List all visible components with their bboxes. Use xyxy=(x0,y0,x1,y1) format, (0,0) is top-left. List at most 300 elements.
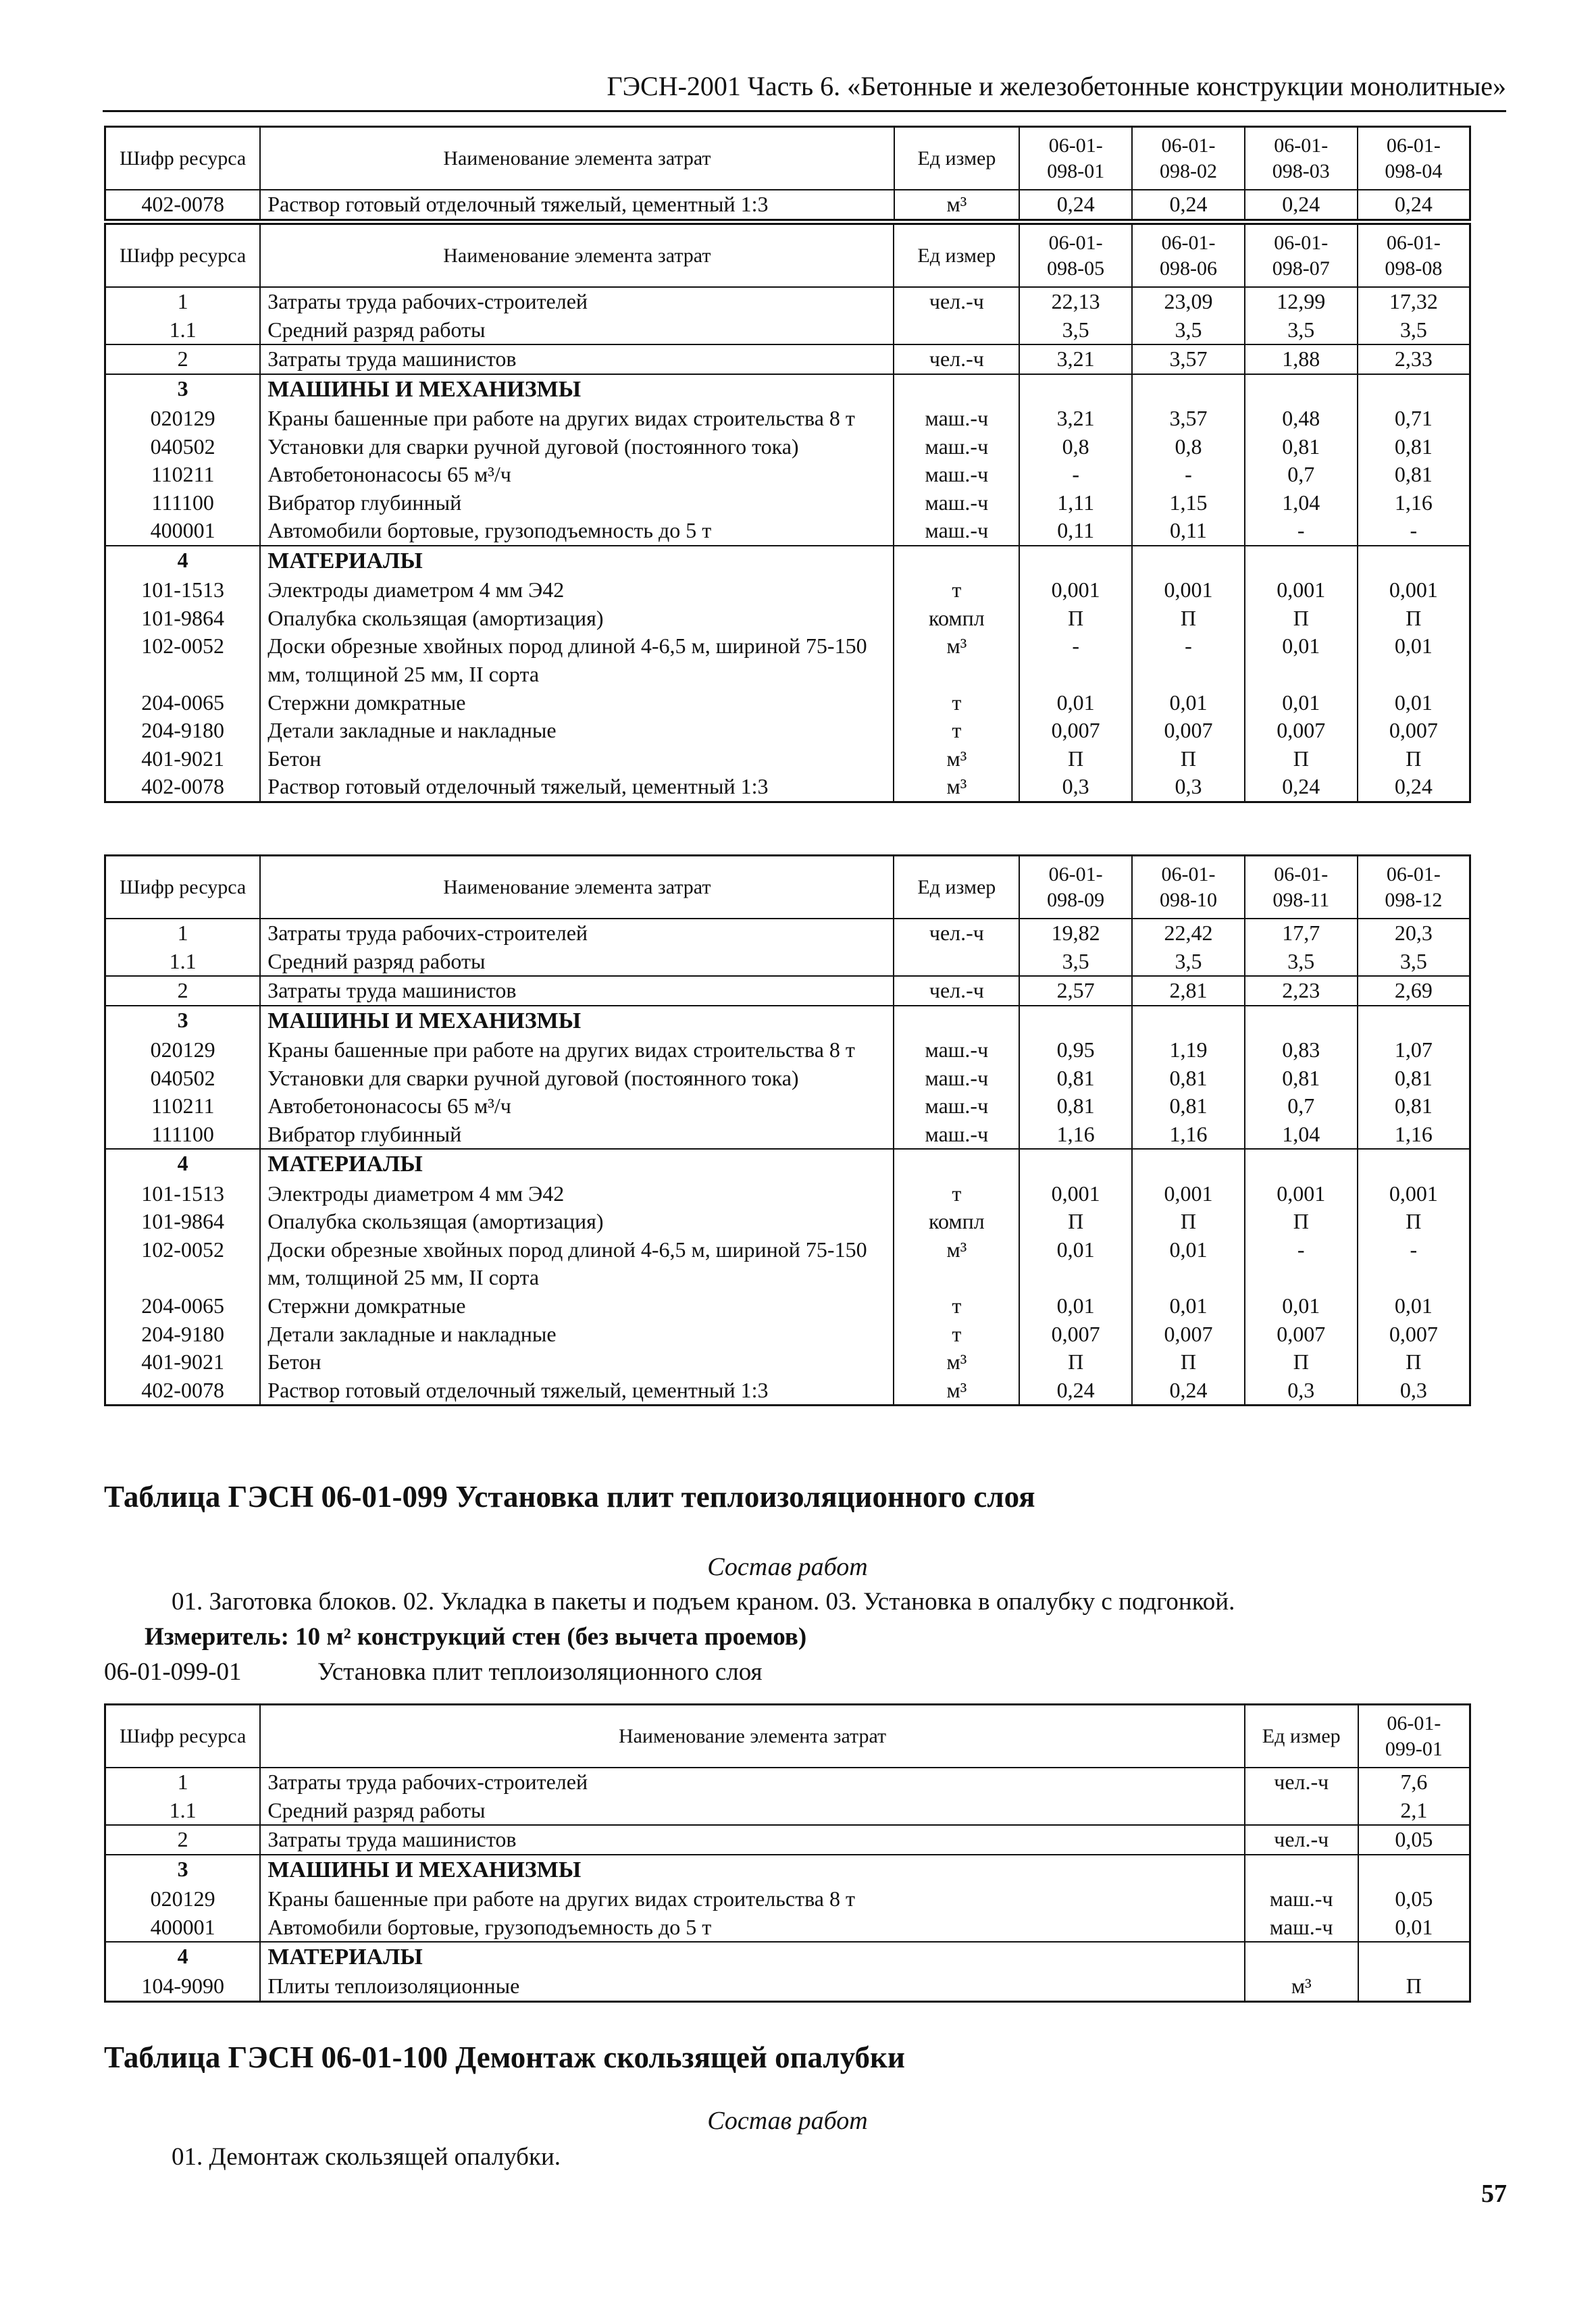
norm-value: 20,3 xyxy=(1358,919,1470,948)
norm-value: 0,05 xyxy=(1358,1885,1470,1913)
unit-of-measure: м³ xyxy=(894,632,1019,688)
norm-value: 0,95 xyxy=(1019,1036,1132,1064)
resource-code: 4 xyxy=(105,1149,261,1179)
table-row xyxy=(105,976,1470,1006)
unit-of-measure xyxy=(894,1149,1019,1179)
cost-element-name: МАШИНЫ И МЕХАНИЗМЫ xyxy=(260,374,894,405)
table-row xyxy=(105,1292,1470,1320)
norm-value xyxy=(1019,546,1132,576)
meter-text: Измеритель: 10 м² конструкций стен (без вычета проемов) xyxy=(145,1623,807,1651)
norm-value: - xyxy=(1245,517,1358,546)
resource-code: 204-0065 xyxy=(105,1292,261,1320)
norm-value: 1,16 xyxy=(1358,489,1470,517)
norm-value xyxy=(1358,1855,1470,1885)
cost-element-name: Бетон xyxy=(260,745,894,773)
cost-element-name: Вибратор глубинный xyxy=(260,1121,894,1150)
norm-value: 3,5 xyxy=(1132,316,1245,345)
norm-value: 17,7 xyxy=(1245,919,1358,948)
norm-value: 1,04 xyxy=(1245,489,1358,517)
norm-value xyxy=(1358,374,1470,405)
resource-code: 1 xyxy=(105,287,261,316)
cost-element-name: Краны башенные при работе на других видах строительства 8 т xyxy=(260,405,894,433)
norms-table-098-09-12 xyxy=(104,854,1471,1406)
norm-value: П xyxy=(1019,1208,1132,1236)
norm-value: 3,21 xyxy=(1019,405,1132,433)
norm-value: 0,01 xyxy=(1132,1236,1245,1292)
unit-of-measure xyxy=(894,316,1019,345)
norm-value: 17,32 xyxy=(1358,287,1470,316)
table-row xyxy=(105,1348,1470,1377)
norm-value: 0,01 xyxy=(1245,689,1358,717)
resource-code: 040502 xyxy=(105,1064,261,1093)
unit-of-measure: т xyxy=(894,576,1019,605)
norms-table-098-01-04 xyxy=(104,126,1471,221)
norm-value: 0,001 xyxy=(1132,576,1245,605)
resource-code: 1.1 xyxy=(105,1797,261,1826)
col-header-code: Шифр ресурса xyxy=(105,1705,261,1768)
col-header-norm-code: 06-01- 098-10 xyxy=(1132,856,1245,919)
norm-value xyxy=(1245,546,1358,576)
cost-element-name: Доски обрезные хвойных пород длиной 4-6,5 м, шириной 75-150 мм, толщиной 25 мм, II сорта xyxy=(260,632,894,688)
norm-value: 2,69 xyxy=(1358,976,1470,1006)
norm-value: 1,15 xyxy=(1132,489,1245,517)
norm-value: 0,71 xyxy=(1358,405,1470,433)
unit-of-measure xyxy=(1245,1855,1358,1885)
resource-code: 401-9021 xyxy=(105,745,261,773)
col-header-code: Шифр ресурса xyxy=(105,224,261,288)
resource-code: 020129 xyxy=(105,1885,261,1913)
table-row xyxy=(105,1797,1470,1826)
resource-code: 020129 xyxy=(105,1036,261,1064)
norm-value: - xyxy=(1132,632,1245,688)
col-header-norm-code: 06-01- 098-11 xyxy=(1245,856,1358,919)
cost-element-name: Электроды диаметром 4 мм Э42 xyxy=(260,576,894,605)
norm-value: 0,01 xyxy=(1132,689,1245,717)
norm-value: 0,3 xyxy=(1132,773,1245,802)
resource-code: 204-9180 xyxy=(105,1320,261,1349)
unit-of-measure: чел.-ч xyxy=(894,919,1019,948)
norm-value xyxy=(1358,1942,1470,1972)
col-header-norm-code: 06-01- 098-03 xyxy=(1245,127,1358,190)
norm-value: 0,8 xyxy=(1132,433,1245,461)
table-row xyxy=(105,287,1470,316)
norm-value xyxy=(1132,1006,1245,1036)
col-header-name: Наименование элемента затрат xyxy=(260,1705,1244,1768)
norm-value: 2,81 xyxy=(1132,976,1245,1006)
unit-of-measure: маш.-ч xyxy=(894,489,1019,517)
table-row xyxy=(105,919,1470,948)
table-row xyxy=(105,1121,1470,1150)
resource-code: 020129 xyxy=(105,405,261,433)
norm-value: 0,11 xyxy=(1132,517,1245,546)
col-header-unit: Ед измер xyxy=(894,224,1019,288)
resource-code: 4 xyxy=(105,1942,261,1972)
resource-code: 3 xyxy=(105,1855,261,1885)
resource-code: 400001 xyxy=(105,517,261,546)
resource-code: 102-0052 xyxy=(105,632,261,688)
norm-value xyxy=(1132,374,1245,405)
norm-value: П xyxy=(1132,605,1245,633)
composition-text-099: 01. Заготовка блоков. 02. Укладка в пакеты и подъем краном. 03. Установка в опалубку с подгонкой. xyxy=(172,1588,1235,1616)
norm-value: 0,24 xyxy=(1358,773,1470,802)
norm-value: 3,57 xyxy=(1132,344,1245,374)
col-header-name: Наименование элемента затрат xyxy=(260,127,894,190)
table-row xyxy=(105,1180,1470,1208)
table-row xyxy=(105,461,1470,489)
resource-code: 1 xyxy=(105,919,261,948)
cost-element-name: МАШИНЫ И МЕХАНИЗМЫ xyxy=(260,1855,1244,1885)
norm-value: 3,5 xyxy=(1019,316,1132,345)
resource-code: 111100 xyxy=(105,489,261,517)
norm-value: 0,007 xyxy=(1019,1320,1132,1349)
resource-code: 104-9090 xyxy=(105,1972,261,2001)
norm-value: 0,01 xyxy=(1132,1292,1245,1320)
resource-code: 1.1 xyxy=(105,316,261,345)
norm-value xyxy=(1358,1149,1470,1179)
unit-of-measure xyxy=(1245,1797,1358,1826)
unit-of-measure xyxy=(894,1006,1019,1036)
cost-element-name: Краны башенные при работе на других видах строительства 8 т xyxy=(260,1036,894,1064)
cost-element-name: Автомобили бортовые, грузоподъемность до 5 т xyxy=(260,1913,1244,1943)
unit-of-measure xyxy=(894,374,1019,405)
unit-of-measure: м³ xyxy=(1245,1972,1358,2001)
cost-element-name: Электроды диаметром 4 мм Э42 xyxy=(260,1180,894,1208)
norm-value: П xyxy=(1358,1348,1470,1377)
norm-value: 0,01 xyxy=(1358,1913,1470,1943)
norm-value: 0,24 xyxy=(1019,1377,1132,1406)
norm-value: 12,99 xyxy=(1245,287,1358,316)
norm-value: П xyxy=(1245,1348,1358,1377)
norm-value: 0,11 xyxy=(1019,517,1132,546)
norm-value: П xyxy=(1019,745,1132,773)
norm-value: 0,01 xyxy=(1245,1292,1358,1320)
page-number: 57 xyxy=(1481,2180,1507,2208)
norm-value: 2,57 xyxy=(1019,976,1132,1006)
cost-element-name: Опалубка скользящая (амортизация) xyxy=(260,1208,894,1236)
unit-of-measure: маш.-ч xyxy=(894,1036,1019,1064)
norm-value: 22,42 xyxy=(1132,919,1245,948)
table-row xyxy=(105,1149,1470,1179)
unit-of-measure: т xyxy=(894,689,1019,717)
col-header-norm-code: 06-01- 098-09 xyxy=(1019,856,1132,919)
unit-of-measure: м³ xyxy=(894,745,1019,773)
norm-value: 0,24 xyxy=(1132,1377,1245,1406)
resource-code: 110211 xyxy=(105,461,261,489)
table-title-100: Таблица ГЭСН 06-01-100 Демонтаж скользящей опалубки xyxy=(104,2040,905,2074)
norm-value: 1,16 xyxy=(1019,1121,1132,1150)
table-row xyxy=(105,1942,1470,1972)
table-row xyxy=(105,517,1470,546)
norm-value: П xyxy=(1245,1208,1358,1236)
norm-value: 0,007 xyxy=(1132,717,1245,745)
norm-value: 0,01 xyxy=(1358,1292,1470,1320)
table-row xyxy=(105,1885,1470,1913)
norm-value: 0,05 xyxy=(1358,1825,1470,1855)
norm-value: - xyxy=(1019,632,1132,688)
norm-value: 1,16 xyxy=(1132,1121,1245,1150)
table-row xyxy=(105,546,1470,576)
norm-value: 0,007 xyxy=(1019,717,1132,745)
resource-code: 401-9021 xyxy=(105,1348,261,1377)
resource-code: 101-9864 xyxy=(105,605,261,633)
unit-of-measure: маш.-ч xyxy=(1245,1885,1358,1913)
cost-element-name: Автобетононасосы 65 м³/ч xyxy=(260,461,894,489)
resource-code: 101-9864 xyxy=(105,1208,261,1236)
col-header-unit: Ед измер xyxy=(894,127,1020,190)
unit-of-measure: т xyxy=(894,1292,1019,1320)
norms-table-099 xyxy=(104,1703,1471,2003)
norm-value: П xyxy=(1245,745,1358,773)
resource-code: 2 xyxy=(105,976,261,1006)
table-row xyxy=(105,948,1470,977)
unit-of-measure: т xyxy=(894,717,1019,745)
table-row xyxy=(105,1825,1470,1855)
norm-value: П xyxy=(1132,1348,1245,1377)
table-row xyxy=(105,1236,1470,1292)
composition-caption-100: Состав работ xyxy=(707,2107,868,2135)
table-row xyxy=(105,1768,1470,1797)
cost-element-name: Затраты труда машинистов xyxy=(260,344,894,374)
cost-element-name: Средний разряд работы xyxy=(260,1797,1244,1826)
norm-value: П xyxy=(1358,1208,1470,1236)
col-header-norm-code: 06-01- 099-01 xyxy=(1358,1705,1470,1768)
norm-value: 3,5 xyxy=(1358,316,1470,345)
cost-element-name: Доски обрезные хвойных пород длиной 4-6,5 м, шириной 75-150 мм, толщиной 25 мм, II сорта xyxy=(260,1236,894,1292)
cost-element-name: Детали закладные и накладные xyxy=(260,717,894,745)
unit-of-measure: маш.-ч xyxy=(1245,1913,1358,1943)
cost-element-name: МАШИНЫ И МЕХАНИЗМЫ xyxy=(260,1006,894,1036)
cost-element-name: Затраты труда рабочих-строителей xyxy=(260,1768,1244,1797)
cost-element-name: Стержни домкратные xyxy=(260,689,894,717)
table-row xyxy=(105,1320,1470,1349)
norm-value: 0,007 xyxy=(1132,1320,1245,1349)
cost-element-name: МАТЕРИАЛЫ xyxy=(260,1149,894,1179)
table-row xyxy=(105,632,1470,688)
col-header-norm-code: 06-01- 098-04 xyxy=(1358,127,1470,190)
table-row xyxy=(105,605,1470,633)
resource-code: 2 xyxy=(105,344,261,374)
norm-value: 0,7 xyxy=(1245,1092,1358,1121)
table-row xyxy=(105,1855,1470,1885)
norm-value xyxy=(1245,374,1358,405)
cost-element-name: Раствор готовый отделочный тяжелый, цементный 1:3 xyxy=(260,190,894,220)
norm-value: 0,3 xyxy=(1358,1377,1470,1406)
norm-value xyxy=(1019,1149,1132,1179)
unit-of-measure: маш.-ч xyxy=(894,461,1019,489)
col-header-norm-code: 06-01- 098-06 xyxy=(1132,224,1245,288)
table-row xyxy=(105,1913,1470,1943)
unit-of-measure: м³ xyxy=(894,1377,1019,1406)
resource-code: 101-1513 xyxy=(105,1180,261,1208)
norm-value: 3,5 xyxy=(1245,948,1358,977)
norm-value: 1,04 xyxy=(1245,1121,1358,1150)
table-row xyxy=(105,344,1470,374)
norm-value: 0,001 xyxy=(1132,1180,1245,1208)
unit-of-measure: маш.-ч xyxy=(894,1121,1019,1150)
col-header-code: Шифр ресурса xyxy=(105,127,261,190)
cost-element-name: Затраты труда рабочих-строителей xyxy=(260,919,894,948)
norm-value: 1,19 xyxy=(1132,1036,1245,1064)
col-header-norm-code: 06-01- 098-02 xyxy=(1132,127,1245,190)
running-header: ГЭСН-2001 Часть 6. «Бетонные и железобетонные конструкции монолитные» xyxy=(103,70,1506,112)
col-header-unit: Ед измер xyxy=(1245,1705,1358,1768)
table-row xyxy=(105,1064,1470,1093)
cost-element-name: Стержни домкратные xyxy=(260,1292,894,1320)
table-row xyxy=(105,405,1470,433)
norm-value: 0,24 xyxy=(1358,190,1470,220)
norm-value: 2,23 xyxy=(1245,976,1358,1006)
unit-of-measure: чел.-ч xyxy=(1245,1825,1358,1855)
cost-element-name: Затраты труда машинистов xyxy=(260,976,894,1006)
norm-value: 0,81 xyxy=(1132,1092,1245,1121)
col-header-norm-code: 06-01- 098-12 xyxy=(1358,856,1470,919)
norm-value: 0,001 xyxy=(1019,576,1132,605)
cost-element-name: Раствор готовый отделочный тяжелый, цементный 1:3 xyxy=(260,773,894,802)
norm-value: - xyxy=(1245,1236,1358,1292)
unit-of-measure: маш.-ч xyxy=(894,517,1019,546)
norm-value: 0,83 xyxy=(1245,1036,1358,1064)
unit-of-measure xyxy=(1245,1942,1358,1972)
col-header-name: Наименование элемента затрат xyxy=(260,224,894,288)
resource-code: 204-9180 xyxy=(105,717,261,745)
norm-value: - xyxy=(1019,461,1132,489)
norm-value: 0,81 xyxy=(1358,1092,1470,1121)
norm-value xyxy=(1132,546,1245,576)
col-header-code: Шифр ресурса xyxy=(105,856,261,919)
composition-caption-099: Состав работ xyxy=(707,1553,868,1581)
resource-code: 3 xyxy=(105,374,261,405)
norm-name-099: Установка плит теплоизоляционного слоя xyxy=(317,1658,763,1686)
norm-value: 3,21 xyxy=(1019,344,1132,374)
norm-value: 1,16 xyxy=(1358,1121,1470,1150)
table-row xyxy=(105,773,1470,802)
norm-value: 23,09 xyxy=(1132,287,1245,316)
norm-value xyxy=(1132,1149,1245,1179)
norm-code-099: 06-01-099-01 xyxy=(104,1658,242,1686)
norms-table-098-05-08 xyxy=(104,223,1471,803)
norm-value xyxy=(1019,374,1132,405)
norm-value: 0,001 xyxy=(1245,1180,1358,1208)
norm-value: 0,81 xyxy=(1019,1064,1132,1093)
cost-element-name: Средний разряд работы xyxy=(260,948,894,977)
norm-value xyxy=(1245,1149,1358,1179)
cost-element-name: Установки для сварки ручной дуговой (постоянного тока) xyxy=(260,1064,894,1093)
norm-value: 0,7 xyxy=(1245,461,1358,489)
col-header-norm-code: 06-01- 098-07 xyxy=(1245,224,1358,288)
table-row xyxy=(105,576,1470,605)
resource-code: 402-0078 xyxy=(105,773,261,802)
table-row xyxy=(105,433,1470,461)
norm-value: 3,5 xyxy=(1245,316,1358,345)
unit-of-measure xyxy=(894,948,1019,977)
norm-value: 3,5 xyxy=(1132,948,1245,977)
norm-value: 0,24 xyxy=(1132,190,1245,220)
unit-of-measure xyxy=(894,546,1019,576)
norm-value: 0,001 xyxy=(1358,1180,1470,1208)
norm-value: 1,07 xyxy=(1358,1036,1470,1064)
norm-value: 0,3 xyxy=(1019,773,1132,802)
table-row xyxy=(105,689,1470,717)
resource-code: 2 xyxy=(105,1825,261,1855)
cost-element-name: Краны башенные при работе на других видах строительства 8 т xyxy=(260,1885,1244,1913)
norm-value xyxy=(1358,546,1470,576)
norm-value: 0,001 xyxy=(1358,576,1470,605)
unit-of-measure: чел.-ч xyxy=(894,287,1019,316)
cost-element-name: Затраты труда рабочих-строителей xyxy=(260,287,894,316)
cost-element-name: Автомобили бортовые, грузоподъемность до 5 т xyxy=(260,517,894,546)
resource-code: 204-0065 xyxy=(105,689,261,717)
cost-element-name: Детали закладные и накладные xyxy=(260,1320,894,1349)
norm-value: 1,11 xyxy=(1019,489,1132,517)
norm-value: 0,81 xyxy=(1358,1064,1470,1093)
table-row xyxy=(105,1006,1470,1036)
table-row xyxy=(105,190,1470,220)
col-header-norm-code: 06-01- 098-05 xyxy=(1019,224,1132,288)
table-row xyxy=(105,1377,1470,1406)
unit-of-measure: маш.-ч xyxy=(894,433,1019,461)
cost-element-name: МАТЕРИАЛЫ xyxy=(260,546,894,576)
norm-value: 7,6 xyxy=(1358,1768,1470,1797)
unit-of-measure: маш.-ч xyxy=(894,1064,1019,1093)
norm-value: 0,001 xyxy=(1019,1180,1132,1208)
norm-value xyxy=(1358,1006,1470,1036)
unit-of-measure: т xyxy=(894,1320,1019,1349)
norm-value: - xyxy=(1358,517,1470,546)
norm-value: 1,88 xyxy=(1245,344,1358,374)
cost-element-name: Бетон xyxy=(260,1348,894,1377)
norm-value: 0,01 xyxy=(1245,632,1358,688)
norm-value: 19,82 xyxy=(1019,919,1132,948)
resource-code: 111100 xyxy=(105,1121,261,1150)
cost-element-name: Вибратор глубинный xyxy=(260,489,894,517)
norm-value: 0,007 xyxy=(1245,1320,1358,1349)
table-row xyxy=(105,1036,1470,1064)
norm-value: 0,81 xyxy=(1245,1064,1358,1093)
col-header-norm-code: 06-01- 098-08 xyxy=(1358,224,1470,288)
norm-value: 0,001 xyxy=(1245,576,1358,605)
unit-of-measure: м³ xyxy=(894,190,1020,220)
norm-value: 0,81 xyxy=(1019,1092,1132,1121)
table-row xyxy=(105,1972,1470,2001)
norm-value: 0,3 xyxy=(1245,1377,1358,1406)
unit-of-measure: м³ xyxy=(894,1348,1019,1377)
unit-of-measure: т xyxy=(894,1180,1019,1208)
resource-code: 040502 xyxy=(105,433,261,461)
resource-code: 402-0078 xyxy=(105,1377,261,1406)
norm-value: 22,13 xyxy=(1019,287,1132,316)
norm-value: 0,01 xyxy=(1358,632,1470,688)
unit-of-measure: компл xyxy=(894,1208,1019,1236)
norm-value: 3,5 xyxy=(1358,948,1470,977)
unit-of-measure: м³ xyxy=(894,1236,1019,1292)
table-row xyxy=(105,1208,1470,1236)
unit-of-measure: компл xyxy=(894,605,1019,633)
table-row xyxy=(105,717,1470,745)
col-header-name: Наименование элемента затрат xyxy=(260,856,894,919)
norm-value: 0,007 xyxy=(1358,1320,1470,1349)
cost-element-name: Затраты труда машинистов xyxy=(260,1825,1244,1855)
norm-value: 0,81 xyxy=(1358,461,1470,489)
cost-element-name: МАТЕРИАЛЫ xyxy=(260,1942,1244,1972)
norm-value: 3,5 xyxy=(1019,948,1132,977)
norm-value: 0,24 xyxy=(1245,190,1358,220)
col-header-norm-code: 06-01- 098-01 xyxy=(1019,127,1132,190)
cost-element-name: Средний разряд работы xyxy=(260,316,894,345)
norm-value: 2,33 xyxy=(1358,344,1470,374)
norm-value: 0,01 xyxy=(1358,689,1470,717)
norm-value: 2,1 xyxy=(1358,1797,1470,1826)
col-header-unit: Ед измер xyxy=(894,856,1019,919)
